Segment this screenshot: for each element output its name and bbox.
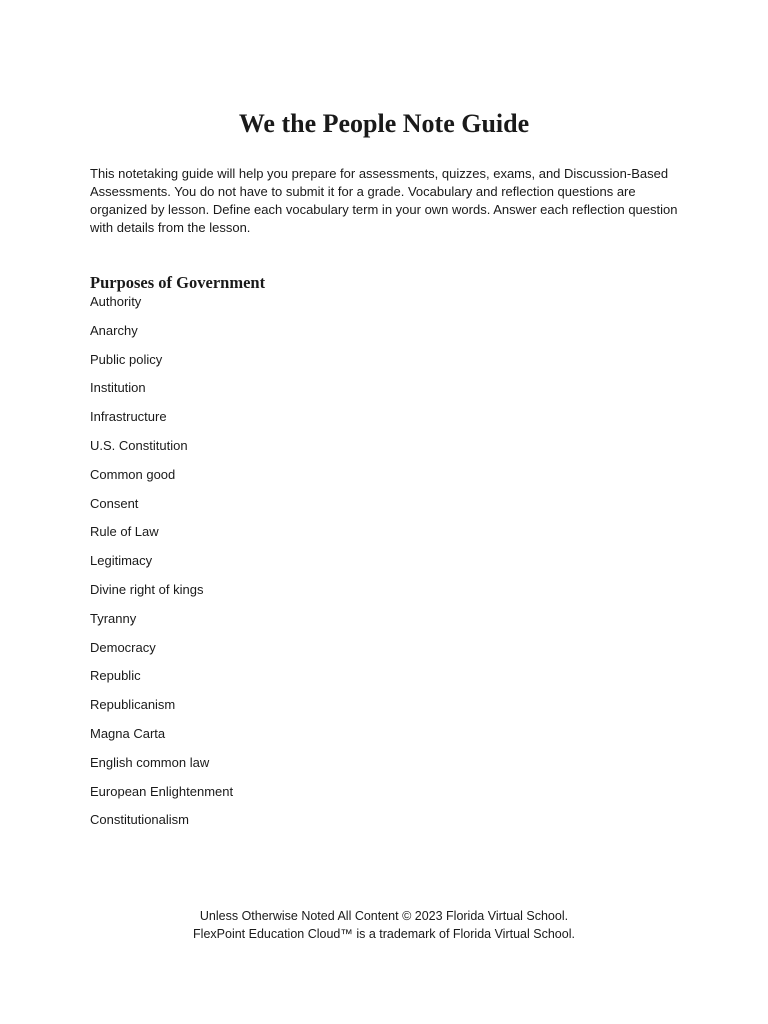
vocabulary-term: Republicanism bbox=[90, 697, 176, 713]
vocabulary-term: Infrastructure bbox=[90, 409, 167, 425]
vocabulary-term: European Enlightenment bbox=[90, 783, 234, 799]
vocabulary-term: Authority bbox=[90, 294, 142, 309]
vocabulary-list bbox=[90, 293, 233, 840]
vocabulary-term: Rule of Law bbox=[90, 524, 159, 540]
vocabulary-term: Republic bbox=[90, 668, 141, 684]
vocabulary-term: Public policy bbox=[90, 351, 163, 367]
vocabulary-term: Common good bbox=[90, 466, 176, 482]
vocabulary-term: Tyranny bbox=[90, 610, 137, 626]
footer bbox=[0, 907, 768, 943]
copyright-notice: Unless Otherwise Noted All Content © 2023 Florida Virtual School. bbox=[199, 909, 569, 923]
intro-paragraph: This notetaking guide will help you prepare for assessments, quizzes, exams, and Discussion-Based Assessments. You do not have to submit it for a grade. Vocabulary and reflection questions are organized by lesson. Define each vocabulary term in your own words. Answer each reflection question with details from the lesson. bbox=[90, 166, 678, 235]
vocabulary-term: Constitutionalism bbox=[90, 812, 189, 828]
section-heading: Purposes of Government bbox=[90, 273, 266, 292]
vocabulary-term: Divine right of kings bbox=[90, 581, 204, 597]
vocabulary-term: U.S. Constitution bbox=[90, 437, 188, 453]
vocabulary-term: Anarchy bbox=[90, 322, 138, 338]
vocabulary-term: Magna Carta bbox=[90, 725, 166, 741]
page-title: We the People Note Guide bbox=[238, 109, 530, 138]
vocabulary-term: Democracy bbox=[90, 639, 156, 655]
vocabulary-term: Consent bbox=[90, 495, 139, 511]
vocabulary-term: Institution bbox=[90, 380, 146, 396]
vocabulary-term: Legitimacy bbox=[90, 553, 153, 569]
trademark-notice: FlexPoint Education Cloud™ is a trademark of Florida Virtual School. bbox=[193, 927, 575, 941]
vocabulary-term: English common law bbox=[90, 754, 210, 770]
